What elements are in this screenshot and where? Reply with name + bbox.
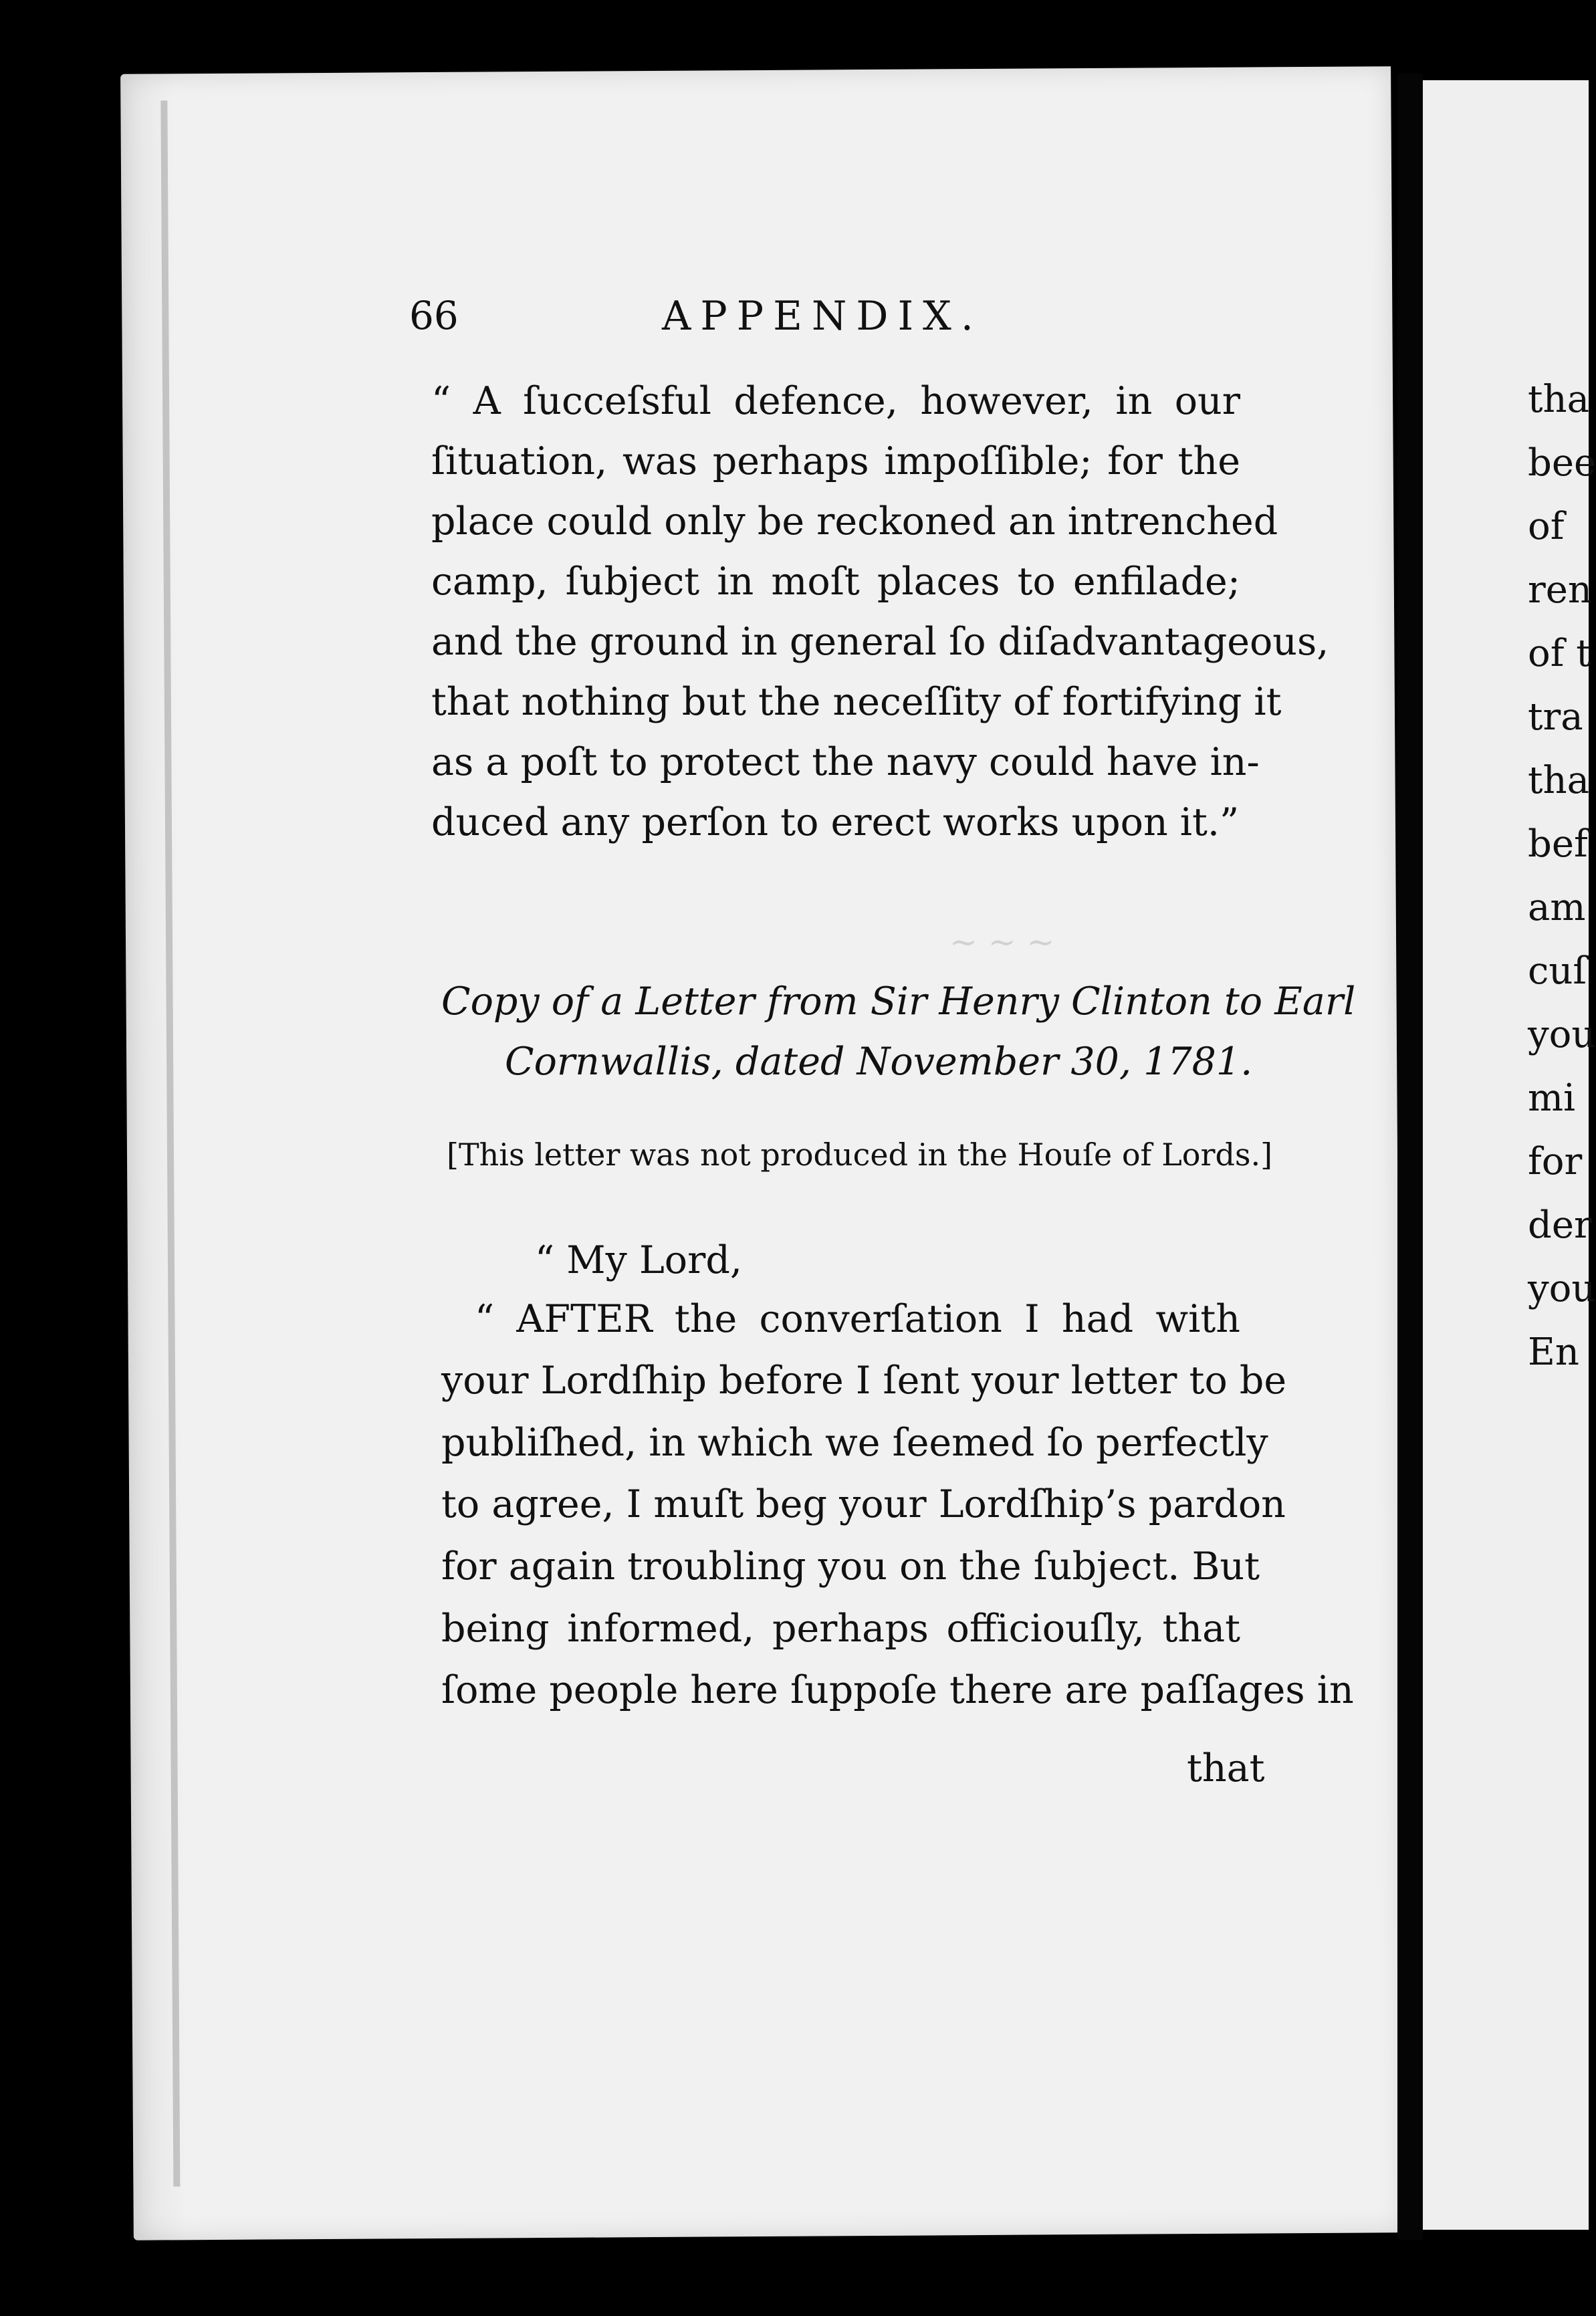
salutation: “ My Lord, [535,1238,742,1282]
text-line: ſituation, was perhaps impoſſible; for the [431,439,1240,483]
facing-page-fragment: ren [1528,568,1592,612]
text-line: ſome people here ſuppoſe there are paſſages in [441,1668,1354,1712]
text-line: that nothing but the neceſſity of fortifying it [431,680,1282,724]
text-line: duced any perſon to erect works upon it.” [431,800,1240,844]
facing-page-fragment: bef [1528,822,1588,866]
text-line: for again troubling you on the ſubject. But [441,1544,1260,1589]
facing-page-fragment: for [1528,1140,1583,1183]
facing-page-fragment: tha [1528,759,1589,802]
facing-page-fragment: of t [1528,632,1591,675]
facing-page-fragment: am [1528,886,1586,929]
text-line: camp, ſubject in moſt places to enfilade; [431,560,1240,604]
facing-page-fragment: tha [1528,378,1589,421]
text-line: “ A ſucceſsful defence, however, in our [431,379,1240,423]
running-head: APPENDIX. [662,293,983,340]
text-line: place could only be reckoned an intrenched [431,499,1278,544]
bracket-note: [This letter was not produced in the Houſe of Lords.] [447,1137,1273,1173]
text-line: “ AFTER the converſation I had with [475,1297,1240,1341]
text-line: publiſhed, in which we ſeemed ſo perfectly [441,1421,1268,1465]
facing-page-fragment: you [1528,1267,1596,1310]
text-line: to agree, I muſt beg your Lordſhip’s pardon [441,1482,1286,1526]
facing-page-fragment: tra [1528,695,1583,739]
text-line: being informed, perhaps officiouſly, that [441,1607,1240,1651]
facing-page-fragment: cuſ [1528,949,1587,993]
text-line: and the ground in general ſo diſadvantageous, [431,620,1329,664]
show-through-text: ~ ~ ~ [949,923,1055,961]
catchword: that [1187,1746,1265,1790]
facing-page-fragment: der [1528,1203,1592,1247]
book-gutter [1397,74,1423,2240]
facing-page-fragment: mi [1528,1076,1576,1120]
letter-caption-line-1: Copy of a Letter from Sir Henry Clinton to Earl [441,979,1356,1024]
page-number: 66 [409,293,459,338]
letter-caption-line-2: Cornwallis, dated November 30, 1781. [505,1040,1253,1084]
facing-page-fragment: En [1528,1330,1579,1374]
facing-page-fragment: of [1528,505,1565,548]
facing-page-fragment: bee [1528,441,1596,485]
text-line: as a poſt to protect the navy could have in- [431,740,1260,784]
facing-page-fragment: you [1528,1013,1596,1056]
text-line: your Lordſhip before I ſent your letter to be [441,1359,1287,1403]
